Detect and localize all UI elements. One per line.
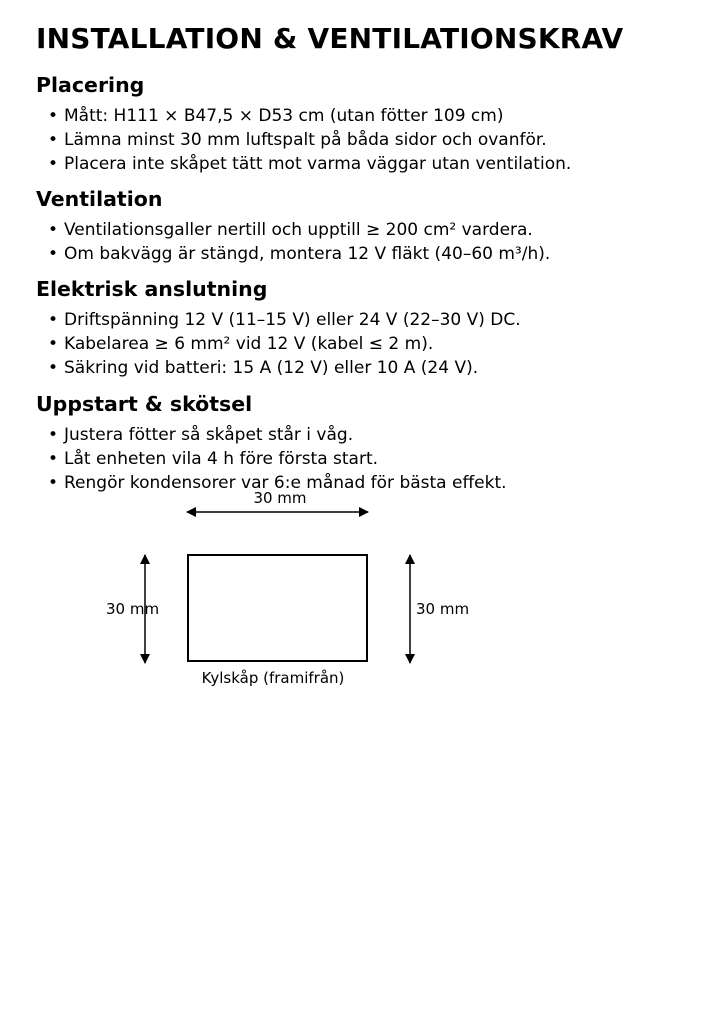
- item-text: Mått: H111 × B47,5 × D53 cm (utan fötter 109 cm): [64, 106, 504, 126]
- item-text: Säkring vid batteri: 15 A (12 V) eller 10 A (24 V).: [64, 358, 479, 378]
- bullet-icon: •: [48, 130, 59, 150]
- section-placering: [36, 72, 571, 176]
- bullet-icon: •: [48, 449, 59, 469]
- bullet-icon: •: [48, 334, 59, 354]
- section-ventilation: [36, 186, 550, 266]
- list-item: [36, 104, 571, 128]
- fridge-outline: [188, 555, 367, 661]
- page-title: INSTALLATION & VENTILATIONSKRAV: [36, 22, 624, 55]
- item-text: Kabelarea ≥ 6 mm² vid 12 V (kabel ≤ 2 m).: [64, 334, 434, 354]
- list-item: [36, 242, 550, 266]
- bullet-icon: •: [48, 473, 59, 493]
- list-item: [36, 218, 550, 242]
- top-clearance-label: 30 mm: [253, 489, 307, 507]
- right-clearance-label: 30 mm: [416, 600, 470, 618]
- section-uppstart-skotsel: [36, 391, 507, 495]
- list-item: [36, 308, 521, 332]
- section-heading: Elektrisk anslutning: [36, 277, 268, 301]
- item-text: Rengör kondensorer var 6:e månad för bästa effekt.: [64, 473, 507, 493]
- section-elektrisk-anslutning: [36, 276, 521, 380]
- section-heading: Uppstart & skötsel: [36, 392, 253, 416]
- section-heading: Placering: [36, 73, 145, 97]
- list-item: [36, 332, 521, 356]
- list-item: [36, 128, 571, 152]
- list-item: [36, 447, 507, 471]
- bullet-icon: •: [48, 244, 59, 264]
- item-text: Placera inte skåpet tätt mot varma väggar utan ventilation.: [64, 154, 572, 174]
- item-text: Ventilationsgaller nertill och upptill ≥ 200 cm² vardera.: [64, 220, 533, 240]
- diagram-caption: Kylskåp (framifrån): [201, 669, 345, 687]
- item-text: Driftspänning 12 V (11–15 V) eller 24 V (22–30 V) DC.: [64, 310, 521, 330]
- item-text: Lämna minst 30 mm luftspalt på båda sidor och ovanför.: [64, 130, 547, 150]
- clearance-diagram: [0, 485, 723, 695]
- bullet-icon: •: [48, 106, 59, 126]
- list-item: [36, 356, 521, 380]
- item-text: Justera fötter så skåpet står i våg.: [64, 425, 354, 445]
- bullet-icon: •: [48, 310, 59, 330]
- bullet-icon: •: [48, 220, 59, 240]
- bullet-icon: •: [48, 358, 59, 378]
- item-text: Om bakvägg är stängd, montera 12 V fläkt (40–60 m³/h).: [64, 244, 551, 264]
- list-item: [36, 423, 507, 447]
- bullet-icon: •: [48, 154, 59, 174]
- left-clearance-label: 30 mm: [106, 600, 160, 618]
- item-text: Låt enheten vila 4 h före första start.: [64, 449, 379, 469]
- bullet-icon: •: [48, 425, 59, 445]
- section-heading: Ventilation: [36, 187, 163, 211]
- list-item: [36, 152, 571, 176]
